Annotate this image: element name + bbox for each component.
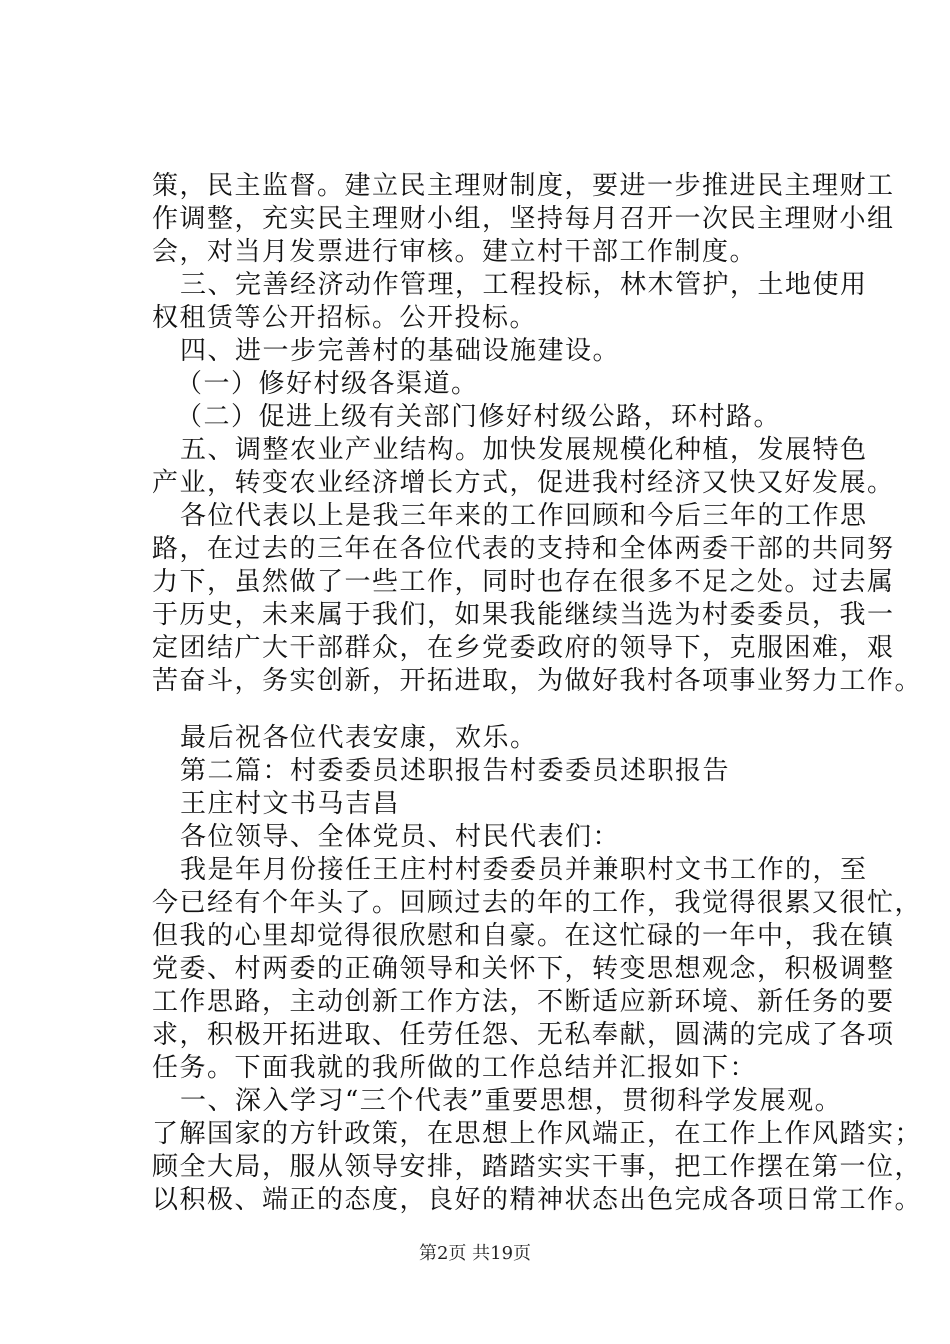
text-line: 求，积极开拓进取、任劳任怨、无私奉献，圆满的完成了各项 <box>152 1020 895 1050</box>
list-item: （二）促进上级有关部门修好村级公路，环村路。 <box>176 402 782 432</box>
text-line: 路，在过去的三年在各位代表的支持和全体两委干部的共同努 <box>152 534 895 564</box>
text-line: 会，对当月发票进行审核。建立村干部工作制度。 <box>152 237 758 267</box>
text-line: 力下，虽然做了一些工作，同时也存在很多不足之处。过去属 <box>152 567 895 597</box>
paragraph-start: 五、调整农业产业结构。加快发展规模化种植，发展特色 <box>180 435 868 465</box>
author-line: 王庄村文书马吉昌 <box>180 789 401 819</box>
text-line: 党委、村两委的正确领导和关怀下，转变思想观念，积极调整 <box>152 954 895 984</box>
text-line: 作调整，充实民主理财小组，坚持每月召开一次民主理财小组 <box>152 204 895 234</box>
text-line: 产业，转变农业经济增长方式，促进我村经济又快又好发展。 <box>152 468 895 498</box>
paragraph-start: 我是年月份接任王庄村村委委员并兼职村文书工作的，至 <box>180 855 868 885</box>
paragraph-gap <box>152 698 832 722</box>
paragraph-start: 三、完善经济动作管理，工程投标，林木管护，土地使用 <box>180 270 868 300</box>
text-line: 顾全大局，服从领导安排，踏踏实实干事，把工作摆在第一位， <box>152 1152 923 1182</box>
page-number-label: 第2页 共19页 <box>418 1243 532 1264</box>
text-line: 策，民主监督。建立民主理财制度，要进一步推进民主理财工 <box>152 171 895 201</box>
text-line: 工作思路，主动创新工作方法，不断适应新环境、新任务的要 <box>152 987 895 1017</box>
salutation: 各位领导、全体党员、村民代表们： <box>180 822 621 852</box>
page-footer <box>0 1243 950 1265</box>
closing-line: 最后祝各位代表安康，欢乐。 <box>180 723 538 753</box>
paragraph-start: 各位代表以上是我三年来的工作回顾和今后三年的工作思 <box>180 501 868 531</box>
text-line: 权租赁等公开招标。公开投标。 <box>152 303 538 333</box>
text-line: 但我的心里却觉得很欣慰和自豪。在这忙碌的一年中，我在镇 <box>152 921 895 951</box>
text-line: 了解国家的方针政策，在思想上作风端正，在工作上作风踏实； <box>152 1119 923 1149</box>
text-line: 苦奋斗，务实创新，开拓进取，为做好我村各项事业努力工作。 <box>152 666 923 696</box>
text-line: 任务。下面我就的我所做的工作总结并汇报如下： <box>152 1053 758 1083</box>
paragraph-start: 四、进一步完善村的基础设施建设。 <box>180 336 621 366</box>
section-title: 第二篇：村委委员述职报告村委委员述职报告 <box>180 756 731 786</box>
text-line: 定团结广大干部群众，在乡党委政府的领导下，克服困难，艰 <box>152 633 895 663</box>
text-line: 于历史，未来属于我们，如果我能继续当选为村委委员，我一 <box>152 600 895 630</box>
text-line: 今已经有个年头了。回顾过去的年的工作，我觉得很累又很忙， <box>152 888 923 918</box>
list-item: （一）修好村级各渠道。 <box>176 369 479 399</box>
text-line: 以积极、端正的态度，良好的精神状态出色完成各项日常工作。 <box>152 1185 923 1215</box>
paragraph-start: 一、深入学习“三个代表”重要思想，贯彻科学发展观。 <box>180 1086 843 1116</box>
document-body <box>152 170 923 1217</box>
